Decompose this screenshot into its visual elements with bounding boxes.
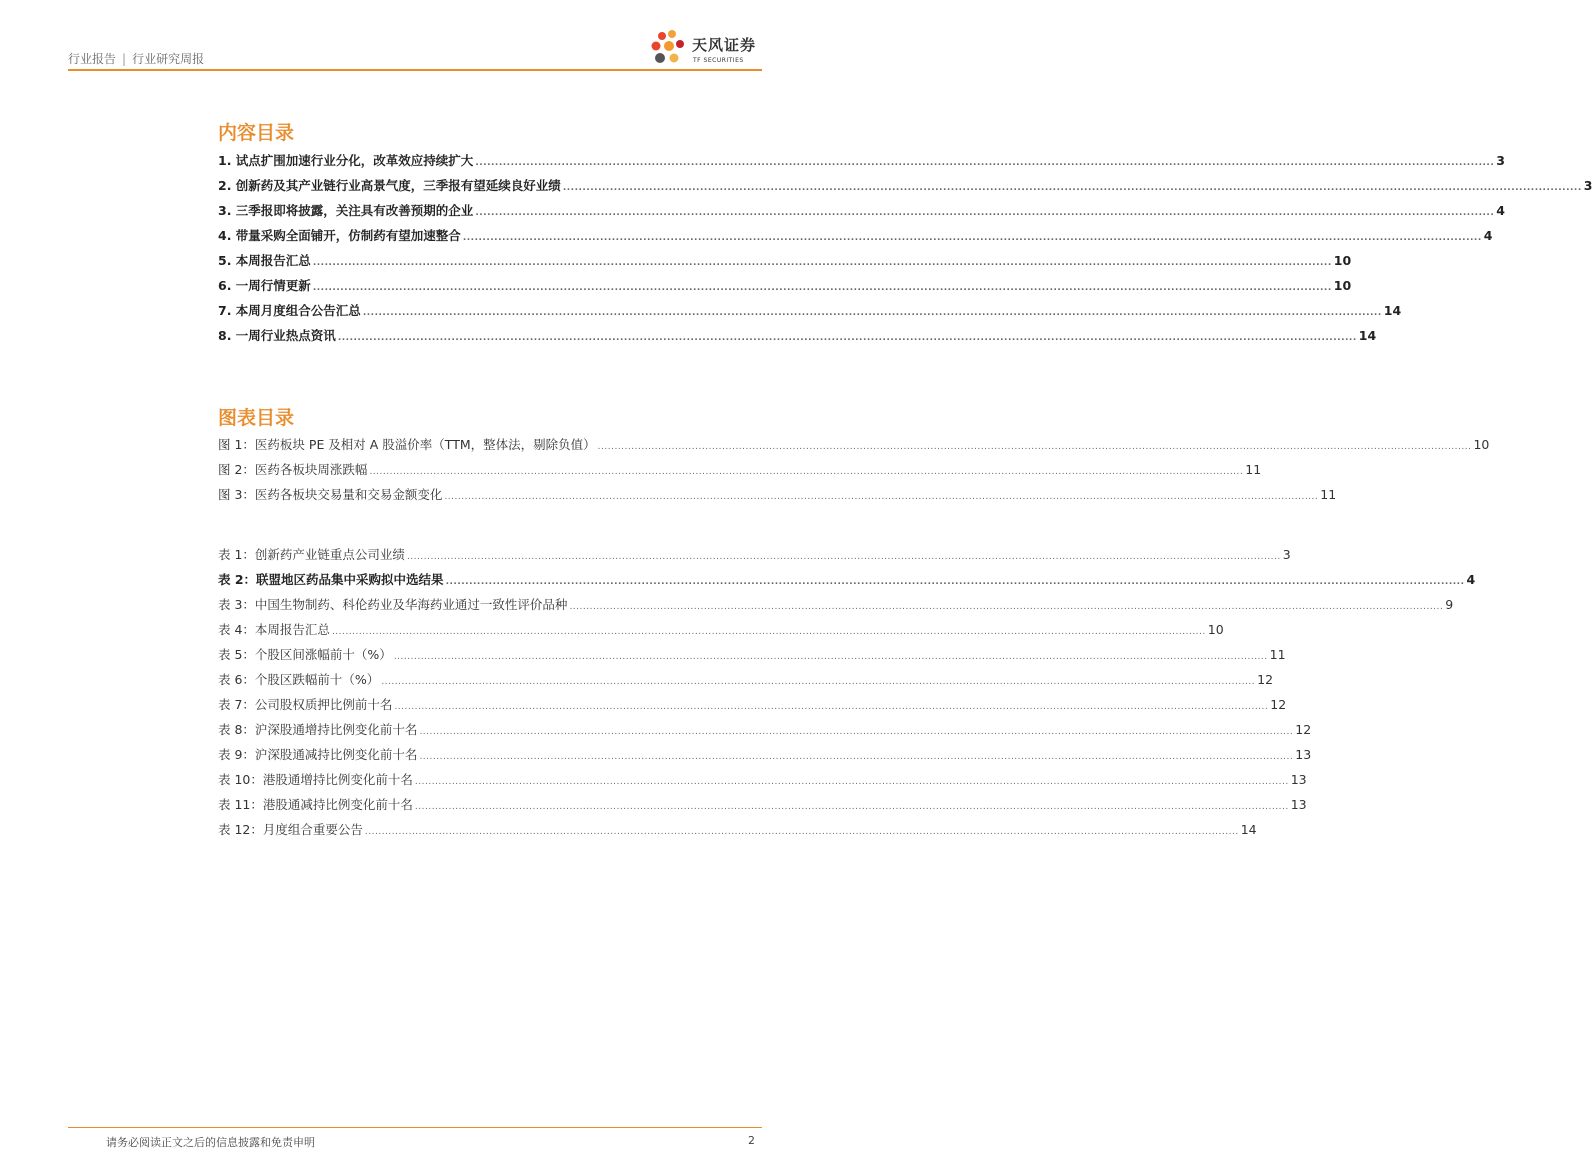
figure-entry-page: 11 bbox=[1320, 487, 1337, 502]
header-rule bbox=[68, 69, 762, 71]
dot-leader: .................................................................................................................................................................................................................................................................... bbox=[364, 827, 1239, 837]
table-entry-page: 12 bbox=[1295, 722, 1312, 737]
toc-entry-page: 4 bbox=[1483, 228, 1493, 243]
toc-entry[interactable] bbox=[218, 148, 1505, 173]
toc-entry-page: 3 bbox=[1583, 178, 1592, 193]
toc-entry[interactable] bbox=[218, 198, 1505, 223]
toc-entry-label: 4. 带量采购全面铺开，仿制药有望加速整合 bbox=[218, 228, 461, 243]
dot-leader: .................................................................................................................................................................................................................................................................... bbox=[369, 467, 1244, 477]
table-entry[interactable] bbox=[218, 592, 1454, 617]
dot-leader: .................................................................................................................................................................................................................................................................... bbox=[414, 802, 1289, 812]
header-separator: | bbox=[122, 52, 127, 66]
company-logo bbox=[648, 28, 762, 68]
flower-logo-icon bbox=[648, 28, 692, 68]
toc-entry-label: 5. 本周报告汇总 bbox=[218, 253, 311, 268]
toc-entry[interactable] bbox=[218, 298, 1402, 323]
table-entry-page: 3 bbox=[1282, 547, 1291, 562]
toc-entry[interactable] bbox=[218, 173, 1592, 198]
dot-leader: .................................................................................................................................................................................................................................................................... bbox=[393, 652, 1268, 662]
table-entry[interactable] bbox=[218, 667, 1274, 692]
table-entry-label: 表 12：月度组合重要公告 bbox=[218, 822, 363, 837]
dot-leader: .................................................................................................................................................................................................................................................................... bbox=[419, 752, 1294, 762]
dot-leader: .................................................................................................................................................................................................................................................................... bbox=[362, 308, 1382, 318]
table-entry[interactable] bbox=[218, 792, 1307, 817]
table-list bbox=[218, 542, 1476, 842]
table-entry-page: 12 bbox=[1257, 672, 1274, 687]
dot-leader: .................................................................................................................................................................................................................................................................... bbox=[312, 258, 1332, 268]
figure-entry-page: 10 bbox=[1473, 437, 1490, 452]
header-breadcrumb bbox=[68, 50, 204, 67]
table-entry-page: 11 bbox=[1269, 647, 1286, 662]
toc-entry-page: 4 bbox=[1496, 203, 1505, 218]
table-entry-page: 12 bbox=[1270, 697, 1287, 712]
figure-entry[interactable] bbox=[218, 482, 1337, 507]
figure-entry-label: 图 3：医药各板块交易量和交易金额变化 bbox=[218, 487, 443, 502]
toc-entry-label: 1. 试点扩围加速行业分化，改革效应持续扩大 bbox=[218, 153, 474, 168]
table-entry-label: 表 2：联盟地区药品集中采购拟中选结果 bbox=[218, 572, 444, 587]
table-entry-label: 表 7：公司股权质押比例前十名 bbox=[218, 697, 393, 712]
table-entry-label: 表 4：本周报告汇总 bbox=[218, 622, 330, 637]
table-entry-label: 表 10：港股通增持比例变化前十名 bbox=[218, 772, 413, 787]
figure-entry-label: 图 1：医药板块 PE 及相对 A 股溢价率（TTM，整体法，剔除负值） bbox=[218, 437, 596, 452]
page-number: 2 bbox=[748, 1134, 755, 1147]
table-entry[interactable] bbox=[218, 617, 1224, 642]
table-entry-label: 表 3：中国生物制药、科伦药业及华海药业通过一致性评价品种 bbox=[218, 597, 568, 612]
dot-leader: .................................................................................................................................................................................................................................................................... bbox=[381, 677, 1256, 687]
table-entry-page: 13 bbox=[1290, 772, 1307, 787]
toc-entry[interactable] bbox=[218, 323, 1377, 348]
dot-leader: .................................................................................................................................................................................................................................................................... bbox=[331, 627, 1206, 637]
toc-entry-page: 10 bbox=[1333, 278, 1352, 293]
dot-leader: .................................................................................................................................................................................................................................................................... bbox=[419, 727, 1294, 737]
footer-disclaimer: 请务必阅读正文之后的信息披露和免责申明 bbox=[106, 1136, 315, 1149]
contents-title: 内容目录 bbox=[218, 122, 295, 144]
header-subcategory: 行业研究周报 bbox=[132, 52, 205, 66]
dot-leader: .................................................................................................................................................................................................................................................................... bbox=[394, 702, 1269, 712]
logo-subtitle: TF SECURITIES bbox=[693, 57, 744, 64]
table-entry-page: 9 bbox=[1445, 597, 1454, 612]
dot-leader: .................................................................................................................................................................................................................................................................... bbox=[562, 183, 1582, 193]
dot-leader: .................................................................................................................................................................................................................................................................... bbox=[462, 233, 1482, 243]
toc-entry-label: 8. 一周行业热点资讯 bbox=[218, 328, 336, 343]
table-entry[interactable] bbox=[218, 717, 1312, 742]
table-entry-label: 表 5：个股区间涨幅前十（%） bbox=[218, 647, 392, 662]
figure-entry-label: 图 2：医药各板块周涨跌幅 bbox=[218, 462, 368, 477]
table-entry-page: 4 bbox=[1466, 572, 1476, 587]
figures-title: 图表目录 bbox=[218, 407, 295, 429]
toc-entry-label: 2. 创新药及其产业链行业高景气度，三季报有望延续良好业绩 bbox=[218, 178, 561, 193]
header-category: 行业报告 bbox=[68, 52, 117, 66]
footer-rule bbox=[68, 1127, 762, 1128]
dot-leader: .................................................................................................................................................................................................................................................................... bbox=[445, 577, 1465, 587]
logo-name: 天风证券 bbox=[692, 36, 757, 54]
figure-entry[interactable] bbox=[218, 457, 1262, 482]
toc-entry-label: 7. 本周月度组合公告汇总 bbox=[218, 303, 361, 318]
dot-leader: .................................................................................................................................................................................................................................................................... bbox=[414, 777, 1289, 787]
table-entry[interactable] bbox=[218, 817, 1257, 842]
table-entry-page: 13 bbox=[1295, 747, 1312, 762]
table-entry[interactable] bbox=[218, 642, 1286, 667]
table-entry[interactable] bbox=[218, 567, 1476, 592]
toc-entry-page: 3 bbox=[1496, 153, 1505, 168]
dot-leader: .................................................................................................................................................................................................................................................................... bbox=[569, 602, 1444, 612]
toc-entry[interactable] bbox=[218, 223, 1493, 248]
table-entry-page: 13 bbox=[1290, 797, 1307, 812]
table-entry[interactable] bbox=[218, 742, 1312, 767]
table-entry-label: 表 1：创新药产业链重点公司业绩 bbox=[218, 547, 405, 562]
dot-leader: .................................................................................................................................................................................................................................................................... bbox=[406, 552, 1281, 562]
chart-list bbox=[218, 432, 1490, 507]
toc-entry-page: 14 bbox=[1383, 303, 1402, 318]
dot-leader: .................................................................................................................................................................................................................................................................... bbox=[475, 158, 1495, 168]
dot-leader: .................................................................................................................................................................................................................................................................... bbox=[597, 442, 1472, 452]
toc-entry-page: 14 bbox=[1358, 328, 1377, 343]
toc-entry[interactable] bbox=[218, 273, 1352, 298]
table-entry-label: 表 9：沪深股通减持比例变化前十名 bbox=[218, 747, 418, 762]
table-entry-label: 表 6：个股区跌幅前十（%） bbox=[218, 672, 380, 687]
figure-entry-page: 11 bbox=[1245, 462, 1262, 477]
toc-entry-label: 3. 三季报即将披露，关注具有改善预期的企业 bbox=[218, 203, 474, 218]
toc-entry-page: 10 bbox=[1333, 253, 1352, 268]
dot-leader: .................................................................................................................................................................................................................................................................... bbox=[312, 283, 1332, 293]
table-entry[interactable] bbox=[218, 767, 1307, 792]
table-entry-label: 表 8：沪深股通增持比例变化前十名 bbox=[218, 722, 418, 737]
dot-leader: .................................................................................................................................................................................................................................................................... bbox=[337, 333, 1357, 343]
table-entry-page: 14 bbox=[1240, 822, 1257, 837]
toc-entry[interactable] bbox=[218, 248, 1352, 273]
dot-leader: .................................................................................................................................................................................................................................................................... bbox=[444, 492, 1319, 502]
dot-leader: .................................................................................................................................................................................................................................................................... bbox=[475, 208, 1495, 218]
table-entry-label: 表 11：港股通减持比例变化前十名 bbox=[218, 797, 413, 812]
toc-entry-label: 6. 一周行情更新 bbox=[218, 278, 311, 293]
table-entry[interactable] bbox=[218, 542, 1291, 567]
table-entry-page: 10 bbox=[1207, 622, 1224, 637]
figure-entry[interactable] bbox=[218, 432, 1490, 457]
contents-list bbox=[218, 148, 1592, 348]
table-entry[interactable] bbox=[218, 692, 1287, 717]
